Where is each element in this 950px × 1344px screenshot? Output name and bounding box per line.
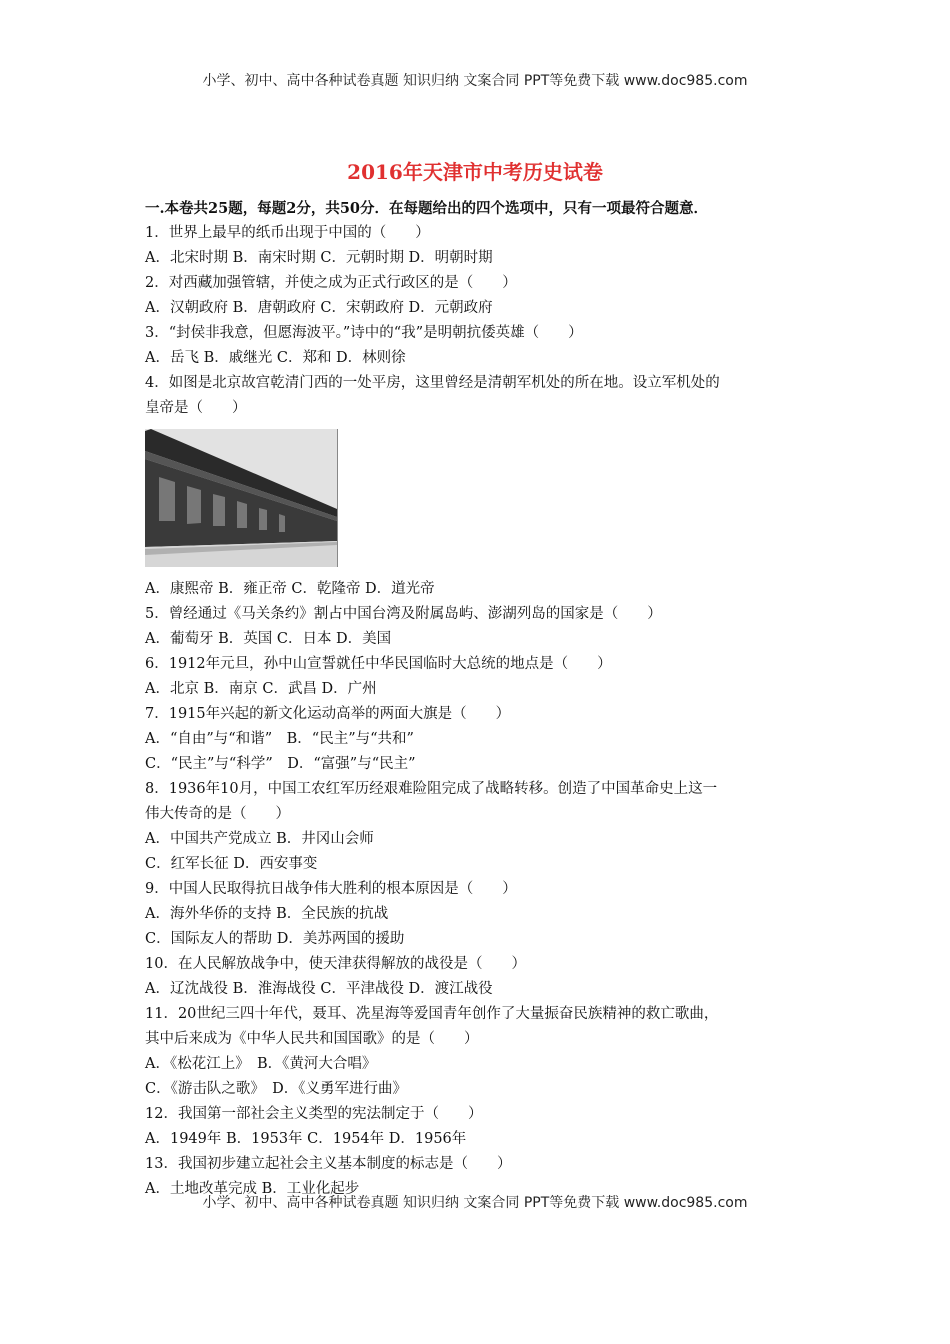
question-line: A．北京 B．南京 C．武昌 D．广州: [145, 681, 377, 697]
page-title: 2016年天津市中考历史试卷: [347, 160, 603, 184]
header-banner: 小学、初中、高中各种试卷真题 知识归纳 文案合同 PPT等免费下载 www.doc985.com: [202, 73, 748, 89]
question-line: 10．在人民解放战争中，使天津获得解放的战役是（ ）: [145, 956, 526, 972]
question-line: C．红军长征 D．西安事变: [145, 856, 318, 872]
question-line: A．海外华侨的支持 B．全民族的抗战: [145, 906, 389, 922]
question-line: 皇帝是（ ）: [145, 400, 247, 416]
question-line: A．岳飞 B．戚继光 C．郑和 D．林则徐: [145, 350, 406, 366]
question-line: 其中后来成为《中华人民共和国国歌》的是（ ）: [145, 1031, 479, 1047]
question-line: 11．20世纪三四十年代，聂耳、冼星海等爱国青年创作了大量振奋民族精神的救亡歌曲，: [145, 1006, 719, 1022]
question-line: 8．1936年10月，中国工农红军历经艰难险阻完成了战略转移。创造了中国革命史上这一: [145, 781, 718, 797]
question-line: 7．1915年兴起的新文化运动高举的两面大旗是（ ）: [145, 706, 511, 722]
exam-content: [145, 196, 815, 1202]
question-line: 5．曾经通过《马关条约》割占中国台湾及附属岛屿、澎湖列岛的国家是（ ）: [145, 606, 662, 622]
question-line: 3．“封侯非我意，但愿海波平。”诗中的“我”是明朝抗倭英雄（ ）: [145, 325, 583, 341]
question-line: A．1949年 B．1953年 C．1954年 D．1956年: [145, 1131, 467, 1147]
question-line: A．土地改革完成 B．工业化起步: [145, 1181, 360, 1197]
section-heading: 一.本卷共25题，每题2分，共50分．在每题给出的四个选项中，只有一项最符合题意．: [145, 200, 708, 217]
question-line: A．汉朝政府 B．唐朝政府 C．宋朝政府 D．元朝政府: [145, 300, 493, 316]
junjichu-building-photo: [145, 429, 338, 567]
question-list-part1: [145, 221, 815, 421]
question-line: 1．世界上最早的纸币出现于中国的（ ）: [145, 225, 430, 241]
question-line: C．《游击队之歌》 D．《义勇军进行曲》: [145, 1081, 407, 1097]
question-line: 13．我国初步建立起社会主义基本制度的标志是（ ）: [145, 1156, 512, 1172]
question-line: 6．1912年元旦，孙中山宣誓就任中华民国临时大总统的地点是（ ）: [145, 656, 612, 672]
footer-banner: 小学、初中、高中各种试卷真题 知识归纳 文案合同 PPT等免费下载 www.doc985.com: [202, 1195, 748, 1211]
question-line: 4．如图是北京故宫乾清门西的一处平房，这里曾经是清朝军机处的所在地。设立军机处的: [145, 375, 720, 391]
question-line: A．辽沈战役 B．淮海战役 C．平津战役 D．渡江战役: [145, 981, 493, 997]
question-line: 12．我国第一部社会主义类型的宪法制定于（ ）: [145, 1106, 483, 1122]
question-line: 伟大传奇的是（ ）: [145, 806, 290, 822]
question-line: C．国际友人的帮助 D．美苏两国的援助: [145, 931, 405, 947]
question-line: 2．对西藏加强管辖，并使之成为正式行政区的是（ ）: [145, 275, 517, 291]
question-line: A．北宋时期 B．南宋时期 C．元朝时期 D．明朝时期: [145, 250, 493, 266]
question-line: C．“民主”与“科学” D．“富强”与“民主”: [145, 756, 416, 772]
question-line: A．康熙帝 B．雍正帝 C．乾隆帝 D．道光帝: [145, 581, 435, 597]
question-line: A．《松花江上》 B．《黄河大合唱》: [145, 1056, 377, 1072]
question-line: A．中国共产党成立 B．井冈山会师: [145, 831, 374, 847]
question-list-part2: [145, 577, 815, 1202]
question-line: A．“自由”与“和谐” B．“民主”与“共和”: [145, 731, 414, 747]
question-line: 9．中国人民取得抗日战争伟大胜利的根本原因是（ ）: [145, 881, 517, 897]
question-line: A．葡萄牙 B．英国 C．日本 D．美国: [145, 631, 392, 647]
